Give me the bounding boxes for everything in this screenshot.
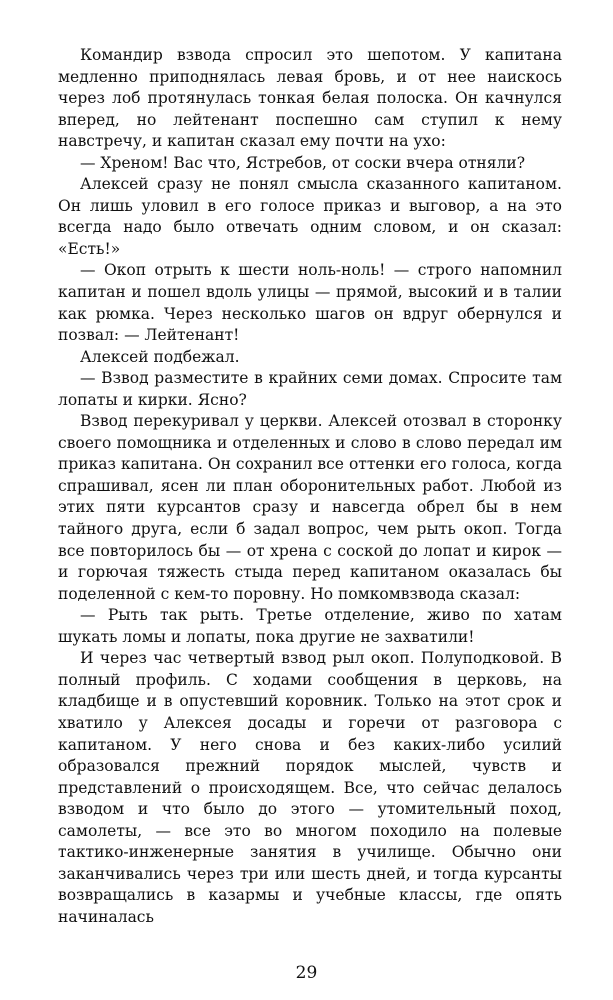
paragraph: Взвод перекуривал у церкви. Алексей отозвал в сторонку своего помощника и отделенных и слово в слово передал им приказ капитана. Он сохранил все оттенки его голоса, когда спрашивал, ясен ли план оборонительных работ. Любой из этих пяти курсантов сразу и навсегда обрел бы в нем тайного друга, если б задал вопрос, чем рыть окоп. Тогда все повторилось бы — от хрена с соской до лопат и кирок — и горючая тяжесть стыда перед капитаном оказалась бы поделенной с кем-то поровну. Но помкомвзвода сказал: (58, 412, 562, 603)
body-text (58, 45, 562, 928)
paragraph: — Окоп отрыть к шести ноль-ноль! — строго напомнил капитан и пошел вдоль улицы — прямой, высокий и в талии как рюмка. Через несколько шагов он вдруг обернулся и позвал: — Лейтенант! (58, 261, 562, 345)
paragraph: И через час четвертый взвод рыл окоп. Полуподковой. В полный профиль. С ходами сообщения в церковь, на кладбище и в опустевший коровник. Только на этот срок и хватило у Алексея досады и горечи от разговора с капитаном. У него снова и без каких-либо усилий образовался прежний порядок мыслей, чувств и представлений о происходящем. Все, что сейчас делалось взводом и что было до этого — утомительный поход, самолеты, — все это во многом походило на полевые тактико-инженерные занятия в училище. Обычно они заканчивались через три или шесть дней, и тогда курсанты возвращались в казармы и учебные классы, где опять начиналась (58, 649, 562, 926)
paragraph: Алексей подбежал. (80, 347, 240, 366)
paragraph: — Хреном! Вас что, Ястребов, от соски вчера отняли? (80, 153, 526, 172)
paragraph: — Рыть так рыть. Третье отделение, живо по хатам шукать ломы и лопаты, пока другие не захватили! (58, 606, 562, 646)
paragraph: Командир взвода спросил это шепотом. У капитана медленно приподнялась левая бровь, и от нее наискось через лоб протянулась тонкая белая полоска. Он качнулся вперед, но лейтенант поспешно сам ступил к нему навстречу, и капитан сказал ему почти на ухо: (58, 46, 562, 151)
paragraph: — Взвод разместите в крайних семи домах. Спросите там лопаты и кирки. Ясно? (58, 369, 562, 409)
paragraph: Алексей сразу не понял смысла сказанного капитаном. Он лишь уловил в его голосе приказ и выговор, а на это всегда надо было отвечать одним словом, и он сказал: «Есть!» (58, 175, 562, 258)
page-number: 29 (295, 963, 318, 983)
